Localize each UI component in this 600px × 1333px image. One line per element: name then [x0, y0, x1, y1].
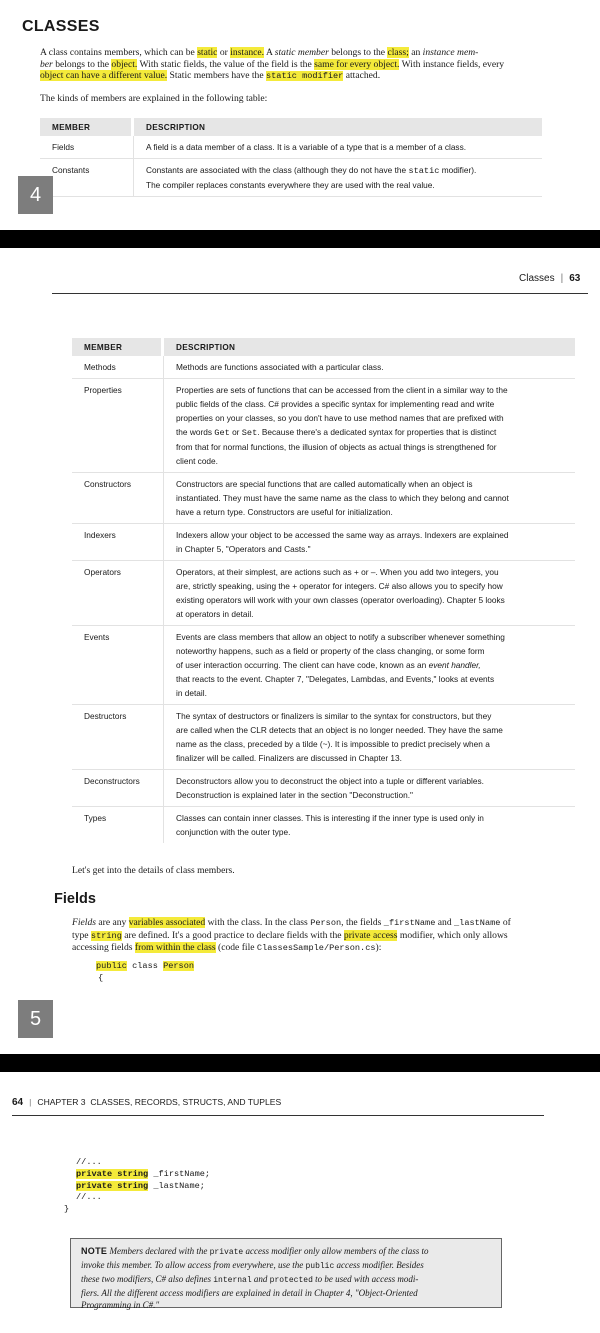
members-table-page2: [72, 338, 575, 843]
table-row: [40, 159, 542, 197]
table-row: [72, 626, 575, 705]
description-cell: A field is a data member of a class. It is a variable of a type that is a member of a class.: [134, 136, 542, 159]
member-cell: Constructors: [72, 473, 164, 524]
running-header: Classes | 63: [519, 273, 581, 284]
table-row: [72, 473, 575, 524]
page-badge-5: 5: [18, 1000, 53, 1038]
page-separator: [0, 1054, 600, 1072]
table-row: [40, 136, 542, 159]
col-description-header: DESCRIPTION: [164, 338, 575, 356]
table-row: [72, 561, 575, 626]
header-rule: [12, 1115, 544, 1116]
page-badge-4: 4: [18, 176, 53, 214]
description-cell: Properties are sets of functions that can be accessed from the client in a similar way to the public fields of the class. C# provides a specific syntax for implementing read and write properties on your classes, so you don't have to use method names that are prefixed with the words Get or Set. Because there's a dedicated syntax for properties that is distinct from that for normal functions, the illusion of objects as actual things is strengthened for client code.: [164, 379, 575, 473]
lets-get-line: Let's get into the details of class members.: [72, 865, 235, 876]
table-row: [72, 770, 575, 807]
member-cell: Destructors: [72, 705, 164, 770]
table-row: [72, 379, 575, 473]
page-title: CLASSES: [22, 18, 100, 35]
description-cell: Events are class members that allow an object to notify a subscriber whenever something noteworthy happens, such as a field or property of the class changing, or some form of user interaction occurring. The client can have code, known as an event handler, that reacts to the event. Chapter 7, "Delegates, Lambdas, and Events," looks at events in detail.: [164, 626, 575, 705]
member-cell: Operators: [72, 561, 164, 626]
description-cell: Indexers allow your object to be accessed the same way as arrays. Indexers are explained in Chapter 5, "Operators and Casts.": [164, 524, 575, 561]
kinds-line: The kinds of members are explained in the following table:: [40, 93, 268, 104]
table-row: [72, 356, 575, 379]
member-cell: Events: [72, 626, 164, 705]
note-box: NOTE Members declared with the private access modifier only allow members of the class to invoke this member. To allow access from everywhere, use the public access modifier. Besides these two modifiers, C# also defines internal and protected to be used with access modi- fiers. All the different access modifiers are explained in detail in Chapter 4, "Object-Oriented Programming in C#.": [70, 1238, 502, 1308]
fields-paragraph: Fields are any variables associated with the class. In the class Person, the fields _firstName and _lastName of type string are defined. It's a good practice to declare fields with the private access modifier, which only allows accessing fields from within the class (code file ClassesSample/Person.cs):: [72, 917, 511, 954]
header-rule: [52, 293, 588, 294]
col-member-header: MEMBER: [40, 118, 134, 136]
members-table-page1: [40, 118, 542, 197]
member-cell: Types: [72, 807, 164, 843]
code-block-class: public class Person {: [96, 961, 195, 983]
table-row: [72, 807, 575, 843]
member-cell: Indexers: [72, 524, 164, 561]
table-row: [72, 705, 575, 770]
col-description-header: DESCRIPTION: [134, 118, 542, 136]
col-member-header: MEMBER: [72, 338, 164, 356]
member-cell: Methods: [72, 356, 164, 379]
description-cell: Deconstructors allow you to deconstruct the object into a tuple or different variables. Deconstruction is explained later in the section "Deconstruction.": [164, 770, 575, 807]
description-cell: Constants are associated with the class (although they do not have the static modifier). The compiler replaces constants everywhere they are used with the real value.: [134, 159, 542, 197]
description-cell: The syntax of destructors or finalizers is similar to the syntax for constructors, but they are called when the CLR detects that an object is no longer needed. They have the same name as the class, preceded by a tilde (~). It is impossible to predict precisely when a finalizer will be called. Finalizers are discussed in Chapter 13.: [164, 705, 575, 770]
intro-paragraph: A class contains members, which can be static or instance. A static member belongs to the class; an instance mem- ber belongs to the object. With static fields, the value of the field is the same for every object. With instance fields, every object can have a different value. Static members have the static modifier attached.: [40, 47, 505, 82]
member-cell: Deconstructors: [72, 770, 164, 807]
description-cell: Constructors are special functions that are called automatically when an object is instantiated. They must have the same name as the class to which they belong and cannot have a return type. Constructors are useful for initialization.: [164, 473, 575, 524]
description-cell: Methods are functions associated with a particular class.: [164, 356, 575, 379]
member-cell: Constants: [40, 159, 134, 197]
page-separator: [0, 230, 600, 248]
description-cell: Classes can contain inner classes. This is interesting if the inner type is used only in conjunction with the outer type.: [176, 813, 484, 837]
fields-heading: Fields: [54, 891, 96, 907]
running-header: 64 | CHAPTER 3 CLASSES, RECORDS, STRUCTS, AND TUPLES: [12, 1097, 282, 1108]
member-cell: Fields: [40, 136, 134, 159]
code-block-fields: //... private string _firstName; private string _lastName; //... }: [64, 1157, 211, 1215]
member-cell: Properties: [72, 379, 164, 473]
description-cell: Operators, at their simplest, are actions such as + or –. When you add two integers, you are, strictly speaking, using the + operator for integers. C# also allows you to specify how existing operators will work with your own classes (operator overloading). Chapter 5 looks at operators in detail.: [164, 561, 575, 626]
table-row: [72, 524, 575, 561]
